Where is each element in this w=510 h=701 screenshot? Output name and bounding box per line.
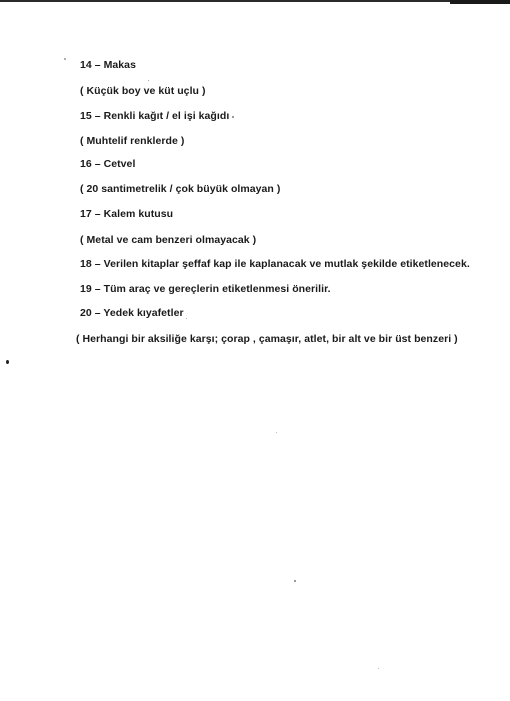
item-15-title: 15 – Renkli kağıt / el işi kağıdı bbox=[80, 110, 230, 122]
scan-speck bbox=[6, 360, 9, 364]
item-16-note: ( 20 santimetrelik / çok büyük olmayan ) bbox=[80, 183, 281, 195]
item-19-title: 19 – Tüm araç ve gereçlerin etiketlenmesi önerilir. bbox=[80, 283, 331, 295]
item-20-note: ( Herhangi bir aksiliğe karşı; çorap , çamaşır, atlet, bir alt ve bir üst benzeri ) bbox=[76, 333, 458, 345]
scan-speck bbox=[64, 58, 66, 60]
scan-speck bbox=[294, 580, 296, 582]
scan-speck bbox=[378, 668, 379, 669]
item-20-title: 20 – Yedek kıyafetler bbox=[80, 307, 184, 319]
item-14-note: ( Küçük boy ve küt uçlu ) bbox=[80, 85, 206, 97]
scan-speck bbox=[232, 116, 234, 118]
scan-speck bbox=[186, 318, 187, 319]
item-15-note: ( Muhtelif renklerde ) bbox=[80, 135, 185, 147]
item-17-title: 17 – Kalem kutusu bbox=[80, 208, 174, 220]
item-14-title: 14 – Makas bbox=[80, 59, 136, 71]
item-17-note: ( Metal ve cam benzeri olmayacak ) bbox=[80, 234, 257, 246]
scan-speck bbox=[148, 80, 149, 81]
item-18-title: 18 – Verilen kitaplar şeffaf kap ile kaplanacak ve mutlak şekilde etiketlenecek. bbox=[80, 258, 470, 270]
scan-speck bbox=[276, 432, 277, 433]
item-16-title: 16 – Cetvel bbox=[80, 158, 136, 170]
